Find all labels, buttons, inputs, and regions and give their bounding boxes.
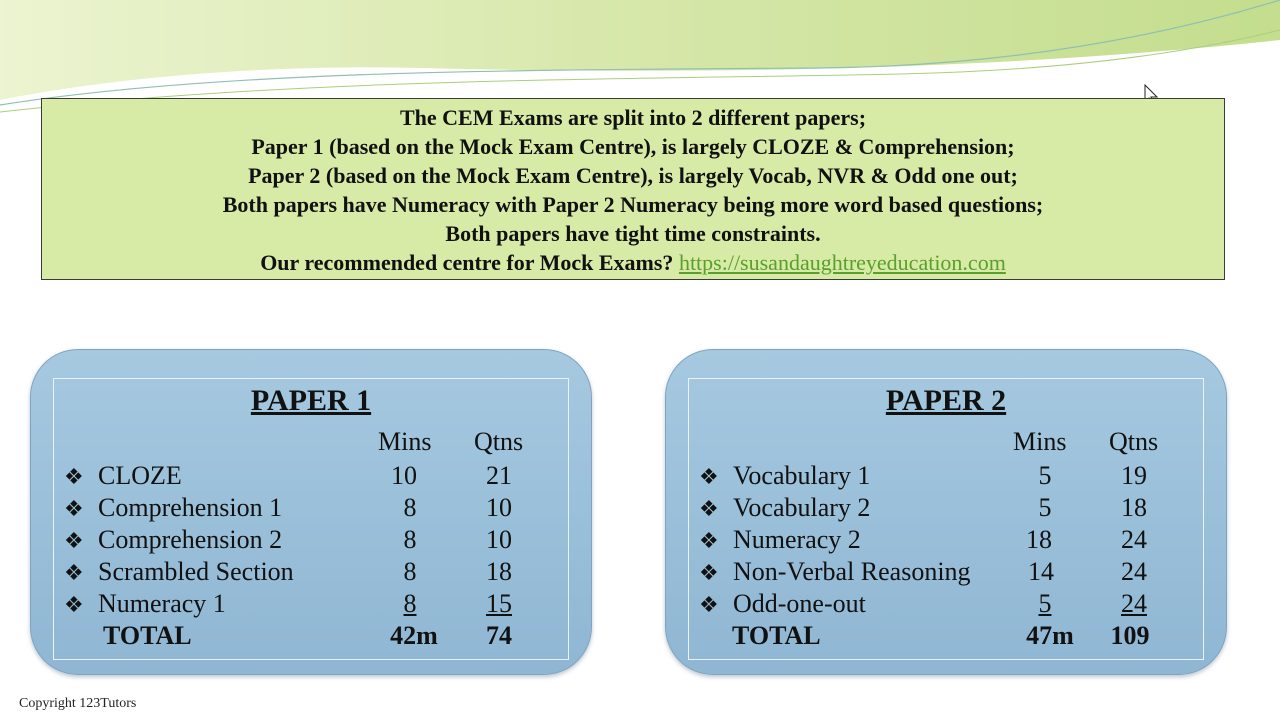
section-qtns: 19: [1121, 461, 1147, 490]
total-mins: 42m: [390, 621, 438, 650]
info-line-1: The CEM Exams are split into 2 different papers;: [399, 105, 867, 130]
section-name: Numeracy 1: [98, 589, 226, 618]
section-name: Odd-one-out: [733, 589, 866, 618]
section-qtns: 15: [486, 589, 512, 618]
copyright-notice: Copyright 123Tutors: [19, 696, 137, 711]
paper-1-qtns-header: Qtns: [474, 427, 524, 456]
mock-exam-centre-link[interactable]: https://susandaughtreyeducation.com: [678, 250, 1006, 275]
diamond-bullet-icon: ❖: [699, 496, 719, 521]
info-line-6: [42, 248, 1224, 277]
section-mins: 8: [403, 493, 417, 522]
recommended-centre-text: Our recommended centre for Mock Exams?: [260, 250, 674, 275]
paper-2-title: PAPER 2: [885, 384, 1007, 417]
section-name: Non-Verbal Reasoning: [733, 557, 971, 586]
section-name: CLOZE: [98, 461, 182, 490]
paper-1-title: PAPER 1: [250, 384, 372, 417]
diamond-bullet-icon: ❖: [699, 592, 719, 617]
section-qtns: 10: [486, 525, 512, 554]
section-name: Scrambled Section: [98, 557, 294, 586]
section-mins: 18: [1026, 525, 1052, 554]
section-name: Comprehension 1: [98, 493, 283, 522]
diamond-bullet-icon: ❖: [699, 560, 719, 585]
section-qtns: 24: [1121, 589, 1147, 618]
info-line-2: Paper 1 (based on the Mock Exam Centre), is largely CLOZE & Comprehension;: [251, 134, 1015, 159]
section-qtns: 10: [486, 493, 512, 522]
total-label: TOTAL: [103, 621, 192, 650]
diamond-bullet-icon: ❖: [699, 528, 719, 553]
paper-2-mins-header: Mins: [1013, 427, 1067, 456]
section-name: Vocabulary 1: [733, 461, 871, 490]
info-line-3: Paper 2 (based on the Mock Exam Centre), is largely Vocab, NVR & Odd one out;: [248, 163, 1018, 188]
exam-info-box: [41, 98, 1225, 280]
section-name: Vocabulary 2: [733, 493, 871, 522]
section-name: Comprehension 2: [98, 525, 283, 554]
paper-1-mins-header: Mins: [378, 427, 432, 456]
section-mins: 5: [1038, 589, 1052, 618]
section-qtns: 24: [1121, 525, 1147, 554]
diamond-bullet-icon: ❖: [64, 464, 84, 489]
section-mins: 8: [403, 589, 417, 618]
diamond-bullet-icon: ❖: [64, 528, 84, 553]
section-qtns: 18: [486, 557, 512, 586]
info-line-4: Both papers have Numeracy with Paper 2 Numeracy being more word based questions;: [222, 192, 1044, 217]
total-label: TOTAL: [732, 621, 821, 650]
section-qtns: 21: [486, 461, 512, 490]
total-qtns: 109: [1110, 621, 1150, 650]
section-qtns: 18: [1121, 493, 1147, 522]
info-line-5: Both papers have tight time constraints.: [445, 221, 821, 246]
diamond-bullet-icon: ❖: [64, 592, 84, 617]
section-mins: 8: [403, 525, 417, 554]
diamond-bullet-icon: ❖: [64, 496, 84, 521]
diamond-bullet-icon: ❖: [699, 464, 719, 489]
section-mins: 8: [403, 557, 417, 586]
section-mins: 10: [391, 461, 417, 490]
section-name: Numeracy 2: [733, 525, 861, 554]
diamond-bullet-icon: ❖: [64, 560, 84, 585]
section-mins: 5: [1038, 461, 1052, 490]
section-mins: 14: [1028, 557, 1054, 586]
total-mins: 47m: [1026, 621, 1074, 650]
paper-2-qtns-header: Qtns: [1109, 427, 1159, 456]
section-mins: 5: [1038, 493, 1052, 522]
section-qtns: 24: [1121, 557, 1147, 586]
total-qtns: 74: [486, 621, 512, 650]
